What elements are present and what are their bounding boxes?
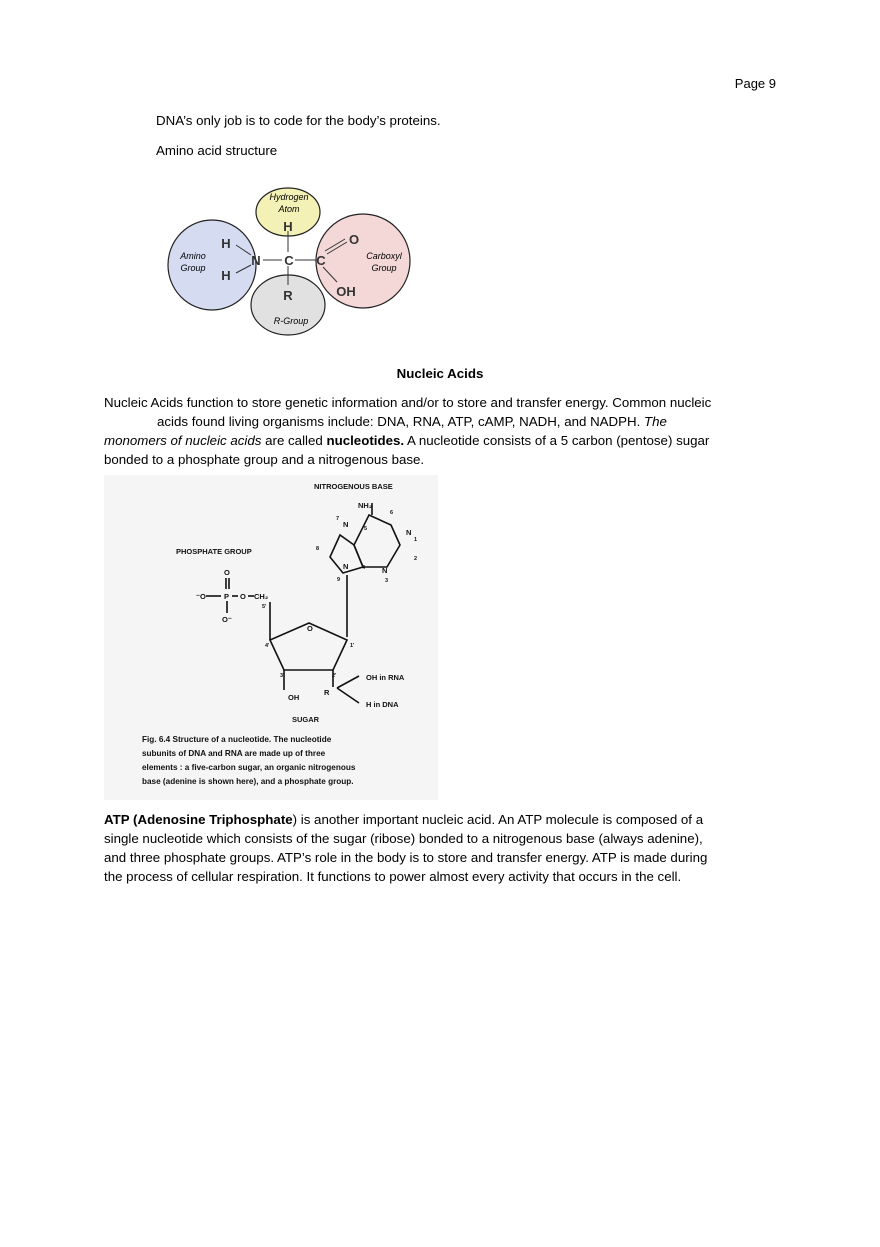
caption-line-2: subunits of DNA and RNA are made up of three xyxy=(142,749,326,758)
amino-acid-diagram xyxy=(160,185,420,340)
para-line-2-italic: The xyxy=(644,414,667,429)
r-group-label: R-Group xyxy=(273,316,309,326)
o-bottom-label: O⁻ xyxy=(222,615,232,624)
amino-label-line2: Group xyxy=(180,263,206,273)
o-link-label: O xyxy=(240,592,246,601)
para-line-3-text: are called xyxy=(261,433,327,448)
caption-line-4: base (adenine is shown here), and a phosphate group. xyxy=(142,777,354,786)
caption-line-1-tail: The nucleotide xyxy=(273,735,332,744)
para-line-4: bonded to a phosphate group and a nitrogenous base. xyxy=(104,452,425,467)
atom-r: R xyxy=(283,288,293,303)
nucleotides-bold: nucleotides. xyxy=(326,433,405,448)
carboxyl-label-line2: Group xyxy=(371,263,397,273)
atom-o: O xyxy=(348,232,360,247)
oh-in-rna-label: OH in RNA xyxy=(366,673,405,682)
carboxyl-group-circle xyxy=(316,214,410,308)
atp-line-1 xyxy=(104,810,776,829)
phosphate-group-label: PHOSPHATE GROUP xyxy=(176,547,252,556)
num-7: 7 xyxy=(336,516,340,522)
caption-line-1 xyxy=(142,735,332,744)
atp-bold: ATP (Adenosine Triphosphate xyxy=(104,812,293,827)
atom-h2: H xyxy=(221,268,231,283)
prime-3: 3' xyxy=(280,673,285,679)
para-line-1: Nucleic Acids function to store genetic information and/or to store and transfer energy. Common nucleic xyxy=(104,395,712,410)
nucleotide-figure xyxy=(104,475,438,800)
atom-h1: H xyxy=(221,236,231,251)
num-5: 5 xyxy=(364,526,368,532)
monomers-italic: monomers of nucleic acids xyxy=(104,433,262,448)
atp-line-2: single nucleotide which consists of the sugar (ribose) bonded to a nitrogenous base (always adenine), xyxy=(104,831,703,846)
prime-4: 4' xyxy=(265,643,270,649)
o-minus-left-label: ⁻O xyxy=(196,592,206,601)
para-line-2-text: acids found living organisms include: DNA, RNA, ATP, cAMP, NADH, and NADPH. xyxy=(157,414,645,429)
r-sugar-label: R xyxy=(324,688,330,697)
n7-label: N xyxy=(343,520,349,529)
prime-5: 5' xyxy=(262,604,267,610)
atp-paragraph xyxy=(104,810,776,886)
num-3: 3 xyxy=(385,578,389,584)
num-8: 8 xyxy=(316,546,320,552)
nitrogenous-base-label: NITROGENOUS BASE xyxy=(314,482,393,491)
n9-label: N xyxy=(343,562,349,571)
num-1: 1 xyxy=(414,537,418,543)
nucleic-acids-paragraph xyxy=(104,393,776,469)
prime-2: 2' xyxy=(332,673,337,679)
num-6: 6 xyxy=(390,510,394,516)
prime-1: 1' xyxy=(350,643,355,649)
atp-line-1-text: ) is another important nucleic acid. An ATP molecule is composed of a xyxy=(292,812,704,827)
atom-c2: C xyxy=(316,253,326,268)
nucleic-acids-heading: Nucleic Acids xyxy=(396,366,484,381)
atp-line-3: and three phosphate groups. ATP’s role in the body is to store and transfer energy. ATP is made during xyxy=(104,850,708,865)
amino-label-line1: Amino xyxy=(180,251,206,261)
n1-label: N xyxy=(406,528,412,537)
num-2: 2 xyxy=(414,556,418,562)
para-line-3 xyxy=(104,431,776,450)
intro-line-amino: Amino acid structure xyxy=(156,143,278,158)
p-label: P xyxy=(224,592,230,601)
o-ring-label: O xyxy=(307,624,313,633)
carboxyl-label-line1: Carboxyl xyxy=(366,251,402,261)
h-in-dna-label: H in DNA xyxy=(366,700,399,709)
para-line-3-tail: A nucleotide consists of a 5 carbon (pentose) sugar xyxy=(404,433,710,448)
caption-line-3: elements : a five-carbon sugar, an organic nitrogenous xyxy=(142,763,356,772)
o-top-label: O xyxy=(224,568,230,577)
caption-bold: Fig. 6.4 Structure of a nucleotide. xyxy=(142,735,272,744)
atom-oh: OH xyxy=(336,284,356,299)
sugar-label: SUGAR xyxy=(292,715,320,724)
num-9: 9 xyxy=(337,577,341,583)
hydrogen-label-line2: Atom xyxy=(278,204,300,214)
para-line-2 xyxy=(104,412,776,431)
atom-n: N xyxy=(251,253,261,268)
atom-h-top: H xyxy=(283,219,293,234)
intro-line-dna: DNA’s only job is to code for the body’s proteins. xyxy=(156,113,441,128)
page-number: Page 9 xyxy=(734,76,776,91)
oh-sugar-label: OH xyxy=(288,693,300,702)
num-4: 4 xyxy=(362,565,366,571)
atom-c1: C xyxy=(284,253,294,268)
ch2-label: CH₂ xyxy=(254,592,269,601)
nh2-label: NH₂ xyxy=(358,501,373,510)
atp-line-4: the process of cellular respiration. It functions to power almost every activity that occurs in the cell. xyxy=(104,869,682,884)
n3-label: N xyxy=(382,566,388,575)
hydrogen-label-line1: Hydrogen xyxy=(269,192,309,202)
